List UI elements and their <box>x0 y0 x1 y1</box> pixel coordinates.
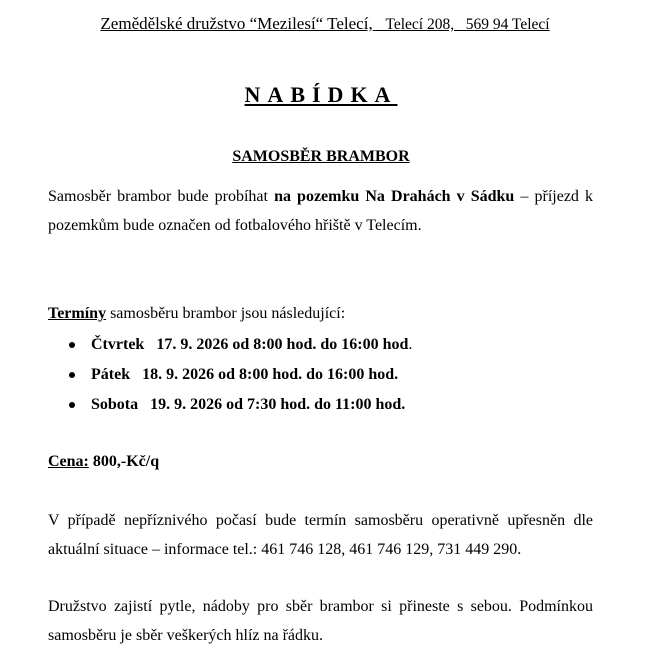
term-detail: 18. 9. 2026 od 8:00 hod. do 16:00 hod. <box>142 366 399 383</box>
intro-location: na pozemku Na Drahách v Sádku <box>274 188 515 205</box>
terms-intro-text: samosběru brambor jsou následující: <box>106 305 346 322</box>
intro-paragraph <box>48 182 593 240</box>
term-day: Čtvrtek <box>91 336 145 353</box>
list-item <box>48 330 608 360</box>
organization-name: Zemědělské družstvo “Mezilesí“ Telecí, <box>100 14 373 33</box>
terms-label: Termíny <box>48 305 107 322</box>
price-label: Cena: <box>48 453 89 470</box>
page-subtitle: SAMOSBĚR BRAMBOR <box>232 148 410 165</box>
price-line <box>48 447 593 476</box>
list-item <box>48 360 608 390</box>
organization-address: Telecí 208, 569 94 Telecí <box>385 16 550 33</box>
bullet-icon <box>69 402 75 408</box>
terms-intro <box>48 299 593 328</box>
closing-note: Družstvo zajistí pytle, nádoby pro sběr brambor si přineste s sebou. Podmínkou samosběru je sběr veškerých hlíz na řádku. <box>48 598 593 644</box>
term-day: Sobota <box>91 396 139 413</box>
term-detail: 19. 9. 2026 od 7:30 hod. do 11:00 hod. <box>150 396 406 413</box>
term-day: Pátek <box>91 366 131 383</box>
price-value: 800,-Kč/q <box>92 453 160 470</box>
intro-text-a: Samosběr brambor bude probíhat <box>48 188 275 205</box>
term-detail: 17. 9. 2026 od 8:00 hod. do 16:00 hod <box>156 336 409 353</box>
weather-note: V případě nepříznivého počasí bude termín samosběru operativně upřesněn dle aktuální situace – informace tel.: 461 746 128, 461 746 129, 731 449 290. <box>48 512 593 558</box>
page-title: NABÍDKA <box>244 82 398 107</box>
bullet-icon <box>69 342 75 348</box>
term-tail: . <box>408 336 413 353</box>
intro-text-b: – příjezd k pozemkům bude označen od fotbalového hřiště v Telecím. <box>48 188 594 234</box>
letterhead <box>0 14 650 34</box>
list-item <box>48 390 608 420</box>
terms-list <box>48 330 608 420</box>
bullet-icon <box>69 372 75 378</box>
